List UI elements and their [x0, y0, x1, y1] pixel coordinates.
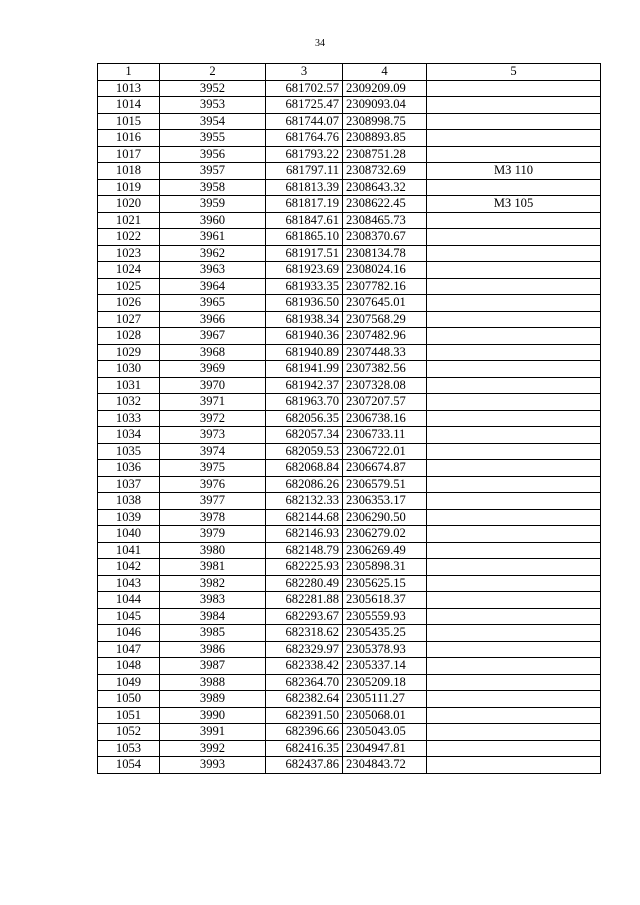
table-row: [98, 542, 601, 559]
point-number-cell: 1051: [98, 707, 160, 724]
x-coordinate-cell: 682437.86: [266, 757, 343, 774]
note-cell: [427, 344, 601, 361]
table-row: [98, 757, 601, 774]
header-row: [98, 64, 601, 81]
note-cell: [427, 476, 601, 493]
y-coordinate-cell: 2308024.16: [343, 262, 427, 279]
x-coordinate-cell: 682148.79: [266, 542, 343, 559]
table-row: [98, 691, 601, 708]
point-number-cell: 1054: [98, 757, 160, 774]
id-cell: 3967: [160, 328, 266, 345]
table-row: [98, 262, 601, 279]
point-number-cell: 1020: [98, 196, 160, 213]
note-cell: [427, 625, 601, 642]
table-row: [98, 625, 601, 642]
table-row: [98, 427, 601, 444]
y-coordinate-cell: 2306674.87: [343, 460, 427, 477]
id-cell: 3969: [160, 361, 266, 378]
id-cell: 3978: [160, 509, 266, 526]
table-row: [98, 493, 601, 510]
id-cell: 3954: [160, 113, 266, 130]
y-coordinate-cell: 2305337.14: [343, 658, 427, 675]
point-number-cell: 1046: [98, 625, 160, 642]
table-row: [98, 97, 601, 114]
table-header: [98, 64, 601, 81]
note-cell: [427, 740, 601, 757]
note-cell: [427, 245, 601, 262]
table-row: [98, 410, 601, 427]
column-header-1: 1: [98, 64, 160, 81]
y-coordinate-cell: 2306579.51: [343, 476, 427, 493]
table-row: [98, 608, 601, 625]
y-coordinate-cell: 2304947.81: [343, 740, 427, 757]
y-coordinate-cell: 2308732.69: [343, 163, 427, 180]
x-coordinate-cell: 681923.69: [266, 262, 343, 279]
table-row: [98, 196, 601, 213]
note-cell: [427, 641, 601, 658]
note-cell: [427, 394, 601, 411]
note-cell: [427, 361, 601, 378]
id-cell: 3992: [160, 740, 266, 757]
x-coordinate-cell: 682293.67: [266, 608, 343, 625]
x-coordinate-cell: 682132.33: [266, 493, 343, 510]
note-cell: [427, 212, 601, 229]
point-number-cell: 1036: [98, 460, 160, 477]
column-header-3: 3: [266, 64, 343, 81]
table-row: [98, 526, 601, 543]
point-number-cell: 1041: [98, 542, 160, 559]
note-cell: [427, 311, 601, 328]
id-cell: 3975: [160, 460, 266, 477]
y-coordinate-cell: 2307207.57: [343, 394, 427, 411]
y-coordinate-cell: 2305043.05: [343, 724, 427, 741]
x-coordinate-cell: 682396.66: [266, 724, 343, 741]
id-cell: 3972: [160, 410, 266, 427]
y-coordinate-cell: 2309209.09: [343, 80, 427, 97]
id-cell: 3956: [160, 146, 266, 163]
note-cell: [427, 427, 601, 444]
y-coordinate-cell: 2306290.50: [343, 509, 427, 526]
point-number-cell: 1035: [98, 443, 160, 460]
id-cell: 3966: [160, 311, 266, 328]
x-coordinate-cell: 681764.76: [266, 130, 343, 147]
y-coordinate-cell: 2308622.45: [343, 196, 427, 213]
y-coordinate-cell: 2305898.31: [343, 559, 427, 576]
id-cell: 3986: [160, 641, 266, 658]
table-row: [98, 476, 601, 493]
y-coordinate-cell: 2306722.01: [343, 443, 427, 460]
note-cell: [427, 575, 601, 592]
x-coordinate-cell: 681793.22: [266, 146, 343, 163]
note-cell: [427, 674, 601, 691]
id-cell: 3964: [160, 278, 266, 295]
y-coordinate-cell: 2306738.16: [343, 410, 427, 427]
y-coordinate-cell: 2305378.93: [343, 641, 427, 658]
point-number-cell: 1053: [98, 740, 160, 757]
x-coordinate-cell: 682281.88: [266, 592, 343, 609]
x-coordinate-cell: 681847.61: [266, 212, 343, 229]
x-coordinate-cell: 682382.64: [266, 691, 343, 708]
x-coordinate-cell: 682068.84: [266, 460, 343, 477]
id-cell: 3988: [160, 674, 266, 691]
y-coordinate-cell: 2307482.96: [343, 328, 427, 345]
id-cell: 3980: [160, 542, 266, 559]
table-row: [98, 724, 601, 741]
note-cell: [427, 113, 601, 130]
y-coordinate-cell: 2305068.01: [343, 707, 427, 724]
note-cell: [427, 130, 601, 147]
point-number-cell: 1022: [98, 229, 160, 246]
id-cell: 3989: [160, 691, 266, 708]
id-cell: 3962: [160, 245, 266, 262]
x-coordinate-cell: 681942.37: [266, 377, 343, 394]
x-coordinate-cell: 681702.57: [266, 80, 343, 97]
id-cell: 3974: [160, 443, 266, 460]
table-row: [98, 658, 601, 675]
point-number-cell: 1042: [98, 559, 160, 576]
id-cell: 3960: [160, 212, 266, 229]
point-number-cell: 1045: [98, 608, 160, 625]
x-coordinate-cell: 681941.99: [266, 361, 343, 378]
table-row: [98, 361, 601, 378]
point-number-cell: 1040: [98, 526, 160, 543]
point-number-cell: 1030: [98, 361, 160, 378]
x-coordinate-cell: 681813.39: [266, 179, 343, 196]
y-coordinate-cell: 2308134.78: [343, 245, 427, 262]
table-row: [98, 592, 601, 609]
table-row: [98, 179, 601, 196]
y-coordinate-cell: 2306733.11: [343, 427, 427, 444]
id-cell: 3985: [160, 625, 266, 642]
x-coordinate-cell: 681865.10: [266, 229, 343, 246]
y-coordinate-cell: 2308893.85: [343, 130, 427, 147]
id-cell: 3984: [160, 608, 266, 625]
y-coordinate-cell: 2307782.16: [343, 278, 427, 295]
id-cell: 3961: [160, 229, 266, 246]
table-row: [98, 344, 601, 361]
id-cell: 3971: [160, 394, 266, 411]
note-cell: [427, 179, 601, 196]
table-row: [98, 113, 601, 130]
y-coordinate-cell: 2309093.04: [343, 97, 427, 114]
y-coordinate-cell: 2308643.32: [343, 179, 427, 196]
column-header-5: 5: [427, 64, 601, 81]
y-coordinate-cell: 2306279.02: [343, 526, 427, 543]
point-number-cell: 1021: [98, 212, 160, 229]
y-coordinate-cell: 2305209.18: [343, 674, 427, 691]
point-number-cell: 1037: [98, 476, 160, 493]
note-cell: [427, 443, 601, 460]
x-coordinate-cell: 682059.53: [266, 443, 343, 460]
x-coordinate-cell: 682416.35: [266, 740, 343, 757]
point-number-cell: 1015: [98, 113, 160, 130]
table-body: [98, 80, 601, 773]
point-number-cell: 1017: [98, 146, 160, 163]
table-row: [98, 575, 601, 592]
x-coordinate-cell: 682225.93: [266, 559, 343, 576]
table-row: [98, 130, 601, 147]
point-number-cell: 1047: [98, 641, 160, 658]
point-number-cell: 1014: [98, 97, 160, 114]
y-coordinate-cell: 2307328.08: [343, 377, 427, 394]
id-cell: 3957: [160, 163, 266, 180]
note-cell: [427, 80, 601, 97]
note-cell: [427, 460, 601, 477]
point-number-cell: 1039: [98, 509, 160, 526]
table-row: [98, 559, 601, 576]
x-coordinate-cell: 681938.34: [266, 311, 343, 328]
coordinates-table: [97, 63, 601, 774]
x-coordinate-cell: 681963.70: [266, 394, 343, 411]
table-row: [98, 278, 601, 295]
x-coordinate-cell: 682280.49: [266, 575, 343, 592]
table-row: [98, 328, 601, 345]
id-cell: 3965: [160, 295, 266, 312]
table-row: [98, 377, 601, 394]
x-coordinate-cell: 681744.07: [266, 113, 343, 130]
note-cell: [427, 542, 601, 559]
id-cell: 3979: [160, 526, 266, 543]
id-cell: 3973: [160, 427, 266, 444]
note-cell: МЗ 105: [427, 196, 601, 213]
point-number-cell: 1018: [98, 163, 160, 180]
id-cell: 3993: [160, 757, 266, 774]
point-number-cell: 1032: [98, 394, 160, 411]
point-number-cell: 1034: [98, 427, 160, 444]
note-cell: [427, 658, 601, 675]
point-number-cell: 1027: [98, 311, 160, 328]
point-number-cell: 1033: [98, 410, 160, 427]
x-coordinate-cell: 682056.35: [266, 410, 343, 427]
point-number-cell: 1013: [98, 80, 160, 97]
note-cell: [427, 262, 601, 279]
x-coordinate-cell: 681940.89: [266, 344, 343, 361]
x-coordinate-cell: 682329.97: [266, 641, 343, 658]
y-coordinate-cell: 2306353.17: [343, 493, 427, 510]
y-coordinate-cell: 2308465.73: [343, 212, 427, 229]
x-coordinate-cell: 682086.26: [266, 476, 343, 493]
y-coordinate-cell: 2308751.28: [343, 146, 427, 163]
id-cell: 3968: [160, 344, 266, 361]
point-number-cell: 1048: [98, 658, 160, 675]
id-cell: 3990: [160, 707, 266, 724]
id-cell: 3976: [160, 476, 266, 493]
table-row: [98, 641, 601, 658]
point-number-cell: 1052: [98, 724, 160, 741]
note-cell: [427, 724, 601, 741]
table-row: [98, 509, 601, 526]
note-cell: [427, 146, 601, 163]
table-row: [98, 229, 601, 246]
table-row: [98, 212, 601, 229]
y-coordinate-cell: 2305559.93: [343, 608, 427, 625]
point-number-cell: 1016: [98, 130, 160, 147]
point-number-cell: 1031: [98, 377, 160, 394]
note-cell: [427, 377, 601, 394]
y-coordinate-cell: 2308998.75: [343, 113, 427, 130]
table-row: [98, 245, 601, 262]
note-cell: [427, 526, 601, 543]
x-coordinate-cell: 681797.11: [266, 163, 343, 180]
note-cell: [427, 97, 601, 114]
id-cell: 3983: [160, 592, 266, 609]
table-row: [98, 311, 601, 328]
x-coordinate-cell: 682391.50: [266, 707, 343, 724]
x-coordinate-cell: 681725.47: [266, 97, 343, 114]
table-row: [98, 740, 601, 757]
y-coordinate-cell: 2308370.67: [343, 229, 427, 246]
y-coordinate-cell: 2307448.33: [343, 344, 427, 361]
y-coordinate-cell: 2306269.49: [343, 542, 427, 559]
x-coordinate-cell: 681917.51: [266, 245, 343, 262]
x-coordinate-cell: 682144.68: [266, 509, 343, 526]
note-cell: [427, 229, 601, 246]
point-number-cell: 1025: [98, 278, 160, 295]
column-header-4: 4: [343, 64, 427, 81]
table-row: [98, 146, 601, 163]
point-number-cell: 1044: [98, 592, 160, 609]
x-coordinate-cell: 681936.50: [266, 295, 343, 312]
note-cell: [427, 328, 601, 345]
note-cell: [427, 592, 601, 609]
note-cell: [427, 691, 601, 708]
x-coordinate-cell: 682057.34: [266, 427, 343, 444]
x-coordinate-cell: 682146.93: [266, 526, 343, 543]
note-cell: [427, 295, 601, 312]
y-coordinate-cell: 2305618.37: [343, 592, 427, 609]
id-cell: 3963: [160, 262, 266, 279]
id-cell: 3958: [160, 179, 266, 196]
point-number-cell: 1038: [98, 493, 160, 510]
page-number: 34: [315, 38, 325, 49]
y-coordinate-cell: 2307645.01: [343, 295, 427, 312]
point-number-cell: 1043: [98, 575, 160, 592]
id-cell: 3991: [160, 724, 266, 741]
y-coordinate-cell: 2305111.27: [343, 691, 427, 708]
x-coordinate-cell: 682338.42: [266, 658, 343, 675]
id-cell: 3977: [160, 493, 266, 510]
column-header-2: 2: [160, 64, 266, 81]
point-number-cell: 1050: [98, 691, 160, 708]
id-cell: 3959: [160, 196, 266, 213]
point-number-cell: 1026: [98, 295, 160, 312]
table-row: [98, 295, 601, 312]
table-row: [98, 394, 601, 411]
y-coordinate-cell: 2305435.25: [343, 625, 427, 642]
id-cell: 3952: [160, 80, 266, 97]
id-cell: 3982: [160, 575, 266, 592]
note-cell: [427, 493, 601, 510]
note-cell: [427, 608, 601, 625]
table-row: [98, 80, 601, 97]
x-coordinate-cell: 682318.62: [266, 625, 343, 642]
id-cell: 3970: [160, 377, 266, 394]
note-cell: [427, 410, 601, 427]
id-cell: 3953: [160, 97, 266, 114]
x-coordinate-cell: 681933.35: [266, 278, 343, 295]
table-row: [98, 443, 601, 460]
id-cell: 3981: [160, 559, 266, 576]
point-number-cell: 1029: [98, 344, 160, 361]
id-cell: 3987: [160, 658, 266, 675]
point-number-cell: 1024: [98, 262, 160, 279]
note-cell: МЗ 110: [427, 163, 601, 180]
y-coordinate-cell: 2305625.15: [343, 575, 427, 592]
y-coordinate-cell: 2304843.72: [343, 757, 427, 774]
point-number-cell: 1019: [98, 179, 160, 196]
note-cell: [427, 757, 601, 774]
id-cell: 3955: [160, 130, 266, 147]
point-number-cell: 1049: [98, 674, 160, 691]
y-coordinate-cell: 2307382.56: [343, 361, 427, 378]
x-coordinate-cell: 682364.70: [266, 674, 343, 691]
note-cell: [427, 509, 601, 526]
point-number-cell: 1023: [98, 245, 160, 262]
x-coordinate-cell: 681817.19: [266, 196, 343, 213]
note-cell: [427, 707, 601, 724]
y-coordinate-cell: 2307568.29: [343, 311, 427, 328]
table-row: [98, 460, 601, 477]
table-row: [98, 707, 601, 724]
x-coordinate-cell: 681940.36: [266, 328, 343, 345]
point-number-cell: 1028: [98, 328, 160, 345]
note-cell: [427, 559, 601, 576]
table-row: [98, 163, 601, 180]
note-cell: [427, 278, 601, 295]
table-row: [98, 674, 601, 691]
